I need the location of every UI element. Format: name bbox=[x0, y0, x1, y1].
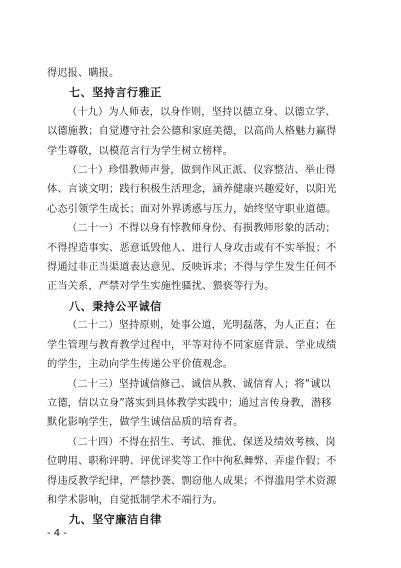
text-line: 体、言谈文明；践行积极生活理念，涵养健康兴趣爱好，以阳光 bbox=[47, 184, 337, 196]
text-line: 正当关系，严禁对学生实施性骚扰、猥亵等行为。 bbox=[47, 281, 275, 293]
text-line: 得迟报、瞒报。 bbox=[47, 68, 120, 79]
page-number: - 4 - bbox=[47, 528, 67, 539]
text-line: （二十三）坚持诚信修己、诚信从教、诚信育人；将“诚以 bbox=[67, 378, 331, 390]
section-heading: 九、坚守廉洁自律 bbox=[69, 513, 162, 527]
text-line: 的学生，主动向学生传递公平价值观念。 bbox=[47, 359, 234, 371]
text-line: 和学术影响，自觉抵制学术不端行为。 bbox=[47, 494, 223, 506]
text-line: 默化影响学生，做学生诚信品质的培育者。 bbox=[47, 417, 244, 429]
text-line: 以德施教；自觉遵守社会公德和家庭美德，以高尚人格魅力赢得 bbox=[47, 126, 337, 138]
text-line: 得通过非正当渠道表达意见、反映诉求；不得与学生发生任何不 bbox=[47, 262, 337, 274]
text-line: （十九）为人师表，以身作则，坚持以德立身、以德立学、 bbox=[67, 106, 336, 118]
text-line: 心态引领学生成长；面对外界诱惑与压力，始终坚守职业道德。 bbox=[47, 203, 337, 215]
text-line: 不得捏造事实、恶意诋毁他人、进行人身攻击或有不实举报；不 bbox=[47, 242, 337, 254]
text-line: 得违反教学纪律，严禁抄袭、剽窃他人成果；不得滥用学术资源 bbox=[47, 475, 337, 487]
section-heading: 七、坚持言行雅正 bbox=[69, 86, 162, 100]
text-line: 学生管理与教育教学过程中，平等对待不同家庭背景、学业成绩 bbox=[47, 339, 337, 351]
text-line: 位聘用、职称评聘、评优评奖等工作中徇私舞弊、弄虚作假；不 bbox=[47, 456, 337, 468]
text-line: （二十二）坚持原则，处事公道，光明磊落，为人正直；在 bbox=[67, 320, 336, 332]
text-line: 学生尊敬，以模范言行为学生树立榜样。 bbox=[47, 145, 234, 157]
text-line: （二十一）不得以身有悖教师身份、有损教师形象的活动； bbox=[67, 223, 336, 235]
text-line: 立德，信以立身”落实到具体教学实践中；通过言传身教，潜移 bbox=[47, 397, 332, 409]
text-line: （二十四）不得在招生、考试、推优、保送及绩效考核、岗 bbox=[67, 436, 336, 448]
text-line: （二十）珍惜教师声誉，做到作风正派、仪容整洁、举止得 bbox=[67, 165, 336, 177]
section-heading: 八、秉持公平诚信 bbox=[69, 299, 162, 313]
document-body bbox=[47, 64, 357, 530]
